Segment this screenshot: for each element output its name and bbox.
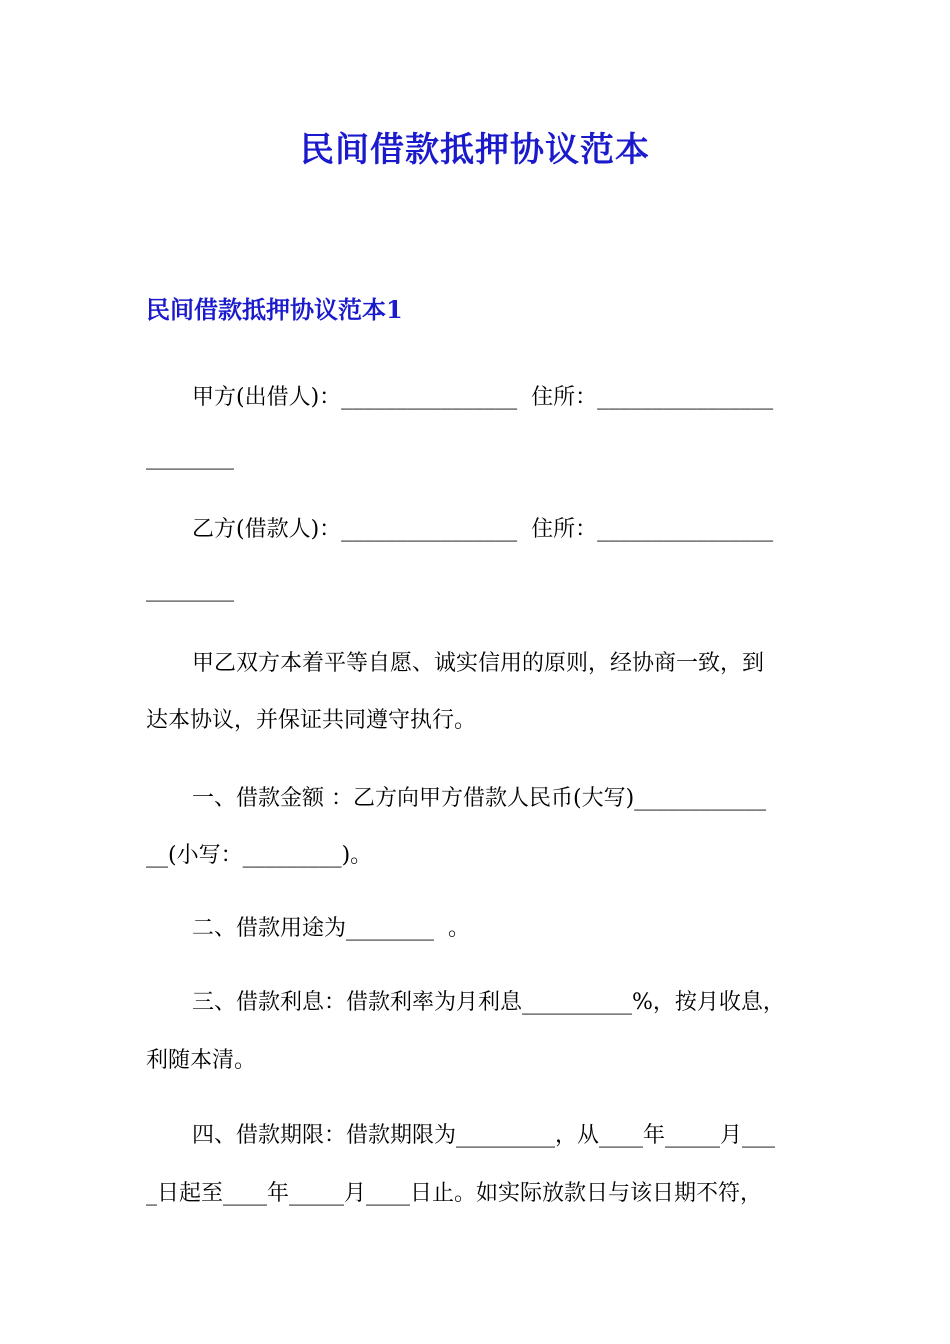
party-a-line: 甲方(出借人)：________________ 住所：________________	[192, 385, 774, 410]
document-title: 民间借款抵押协议范本	[300, 130, 650, 170]
preamble-line-2: 达本协议，并保证共同遵守执行。	[146, 708, 477, 733]
clause-4-line-2: _日起至____年_____月____日止。如实际放款日与该日期不符，	[146, 1181, 763, 1206]
preamble-line-1: 甲乙双方本着平等自愿、诚实信用的原则，经协商一致，到	[192, 651, 765, 676]
clause-3-line-1: 三、借款利息：借款利率为月利息__________%，按月收息，	[192, 990, 785, 1015]
clause-2-line: 二、借款用途为________ 。	[192, 916, 470, 941]
party-a-address-continuation: ________	[146, 445, 234, 470]
clause-1-line-1: 一、借款金额 ：乙方向甲方借款人民币(大写)____________	[192, 786, 767, 811]
party-b-line: 乙方(借款人)：________________ 住所：________________	[192, 517, 774, 542]
section-heading: 民间借款抵押协议范本1	[146, 295, 403, 324]
clause-1-line-2: __(小写：_________)。	[146, 843, 373, 868]
clause-3-line-2: 利随本清。	[146, 1048, 257, 1073]
clause-4-line-1: 四、借款期限：借款期限为_________，从____年_____月___	[192, 1123, 776, 1148]
party-b-address-continuation: ________	[146, 577, 234, 602]
